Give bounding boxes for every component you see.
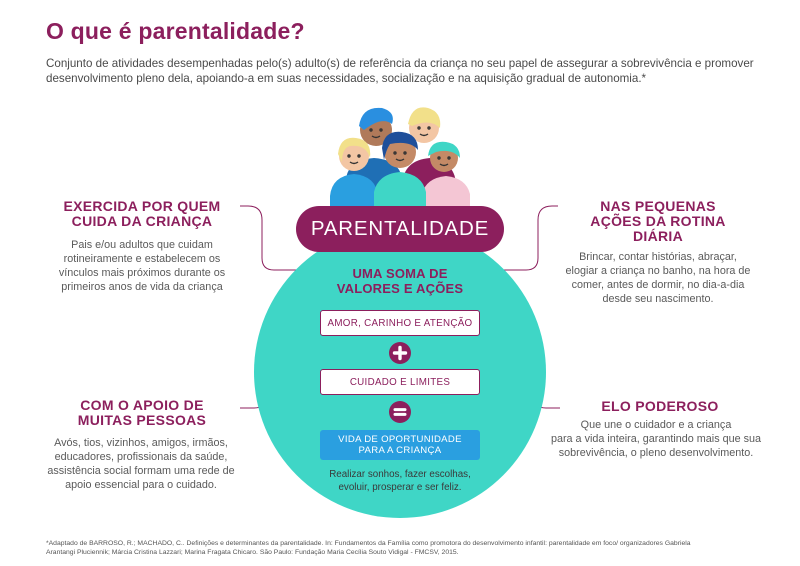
values-heading: UMA SOMA DE VALORES E AÇÕES — [336, 266, 464, 296]
bottom-left-text: Avós, tios, vizinhos, amigos, irmãos, educadores, profissionais da saúde, assistência social formam uma rede de apoio essencial para o cuidado. — [47, 437, 235, 491]
value-box-opportunity: VIDA DE OPORTUNIDADE PARA A CRIANÇA — [320, 430, 480, 460]
dreams-note: Realizar sonhos, fazer escolhas, evoluir, prosperar e ser feliz. — [329, 469, 471, 493]
bottom-left-title: COM O APOIO DE MUITAS PESSOAS — [77, 397, 207, 428]
intro-text: Conjunto de atividades desempenhadas pelo(s) adulto(s) de referência da criança no seu papel de assegurar a sobrevivência e promover desenvolvimento pleno dela, apoiando-a em suas necessidades, socialização e na aquisição gradual de autonomia.* — [46, 57, 754, 85]
value-box-love: AMOR, CARINHO E ATENÇÃO — [320, 310, 480, 336]
page-title: O que é parentalidade? — [46, 18, 305, 44]
parentalidade-banner: PARENTALIDADE — [296, 206, 504, 252]
top-right-text: Brincar, contar histórias, abraçar, elogiar a criança no banho, na hora de comer, antes de dormir, no dia-a-dia desde seu nascimento. — [565, 251, 751, 305]
family-illustration — [326, 100, 476, 212]
equals-icon — [389, 401, 411, 423]
top-right-title: NAS PEQUENAS AÇÕES DA ROTINA DIÁRIA — [590, 198, 726, 244]
plus-icon — [389, 342, 411, 364]
footnote: *Adaptado de BARROSO, R.; MACHADO, C.. Definições e determinantes da parentalidade. In: Fundamentos da Família como promotora do desenvolvimento infantil: parentalidade em foco/ organizadores Gabriela Arantangi Pluciennik; Márcia Cristina Lazzari; Marina Fragata Chicaro. São Paulo: Fundação Maria Cecília Souto Vidigal - FMCSV, 2015. — [46, 540, 691, 556]
top-left-title: EXERCIDA POR QUEM CUIDA DA CRIANÇA — [63, 198, 221, 229]
value-box-care: CUIDADO E LIMITES — [320, 369, 480, 395]
top-left-text: Pais e/ou adultos que cuidam rotineiramente e estabelecem os vínculos mais próximos durante os primeiros anos de vida da criança — [58, 239, 226, 293]
bottom-right-text: Que une o cuidador e a criança para a vida inteira, garantindo mais que sua sobrevivência, o pleno desenvolvimento. — [550, 419, 762, 459]
bottom-right-title: ELO PODEROSO — [601, 398, 719, 414]
